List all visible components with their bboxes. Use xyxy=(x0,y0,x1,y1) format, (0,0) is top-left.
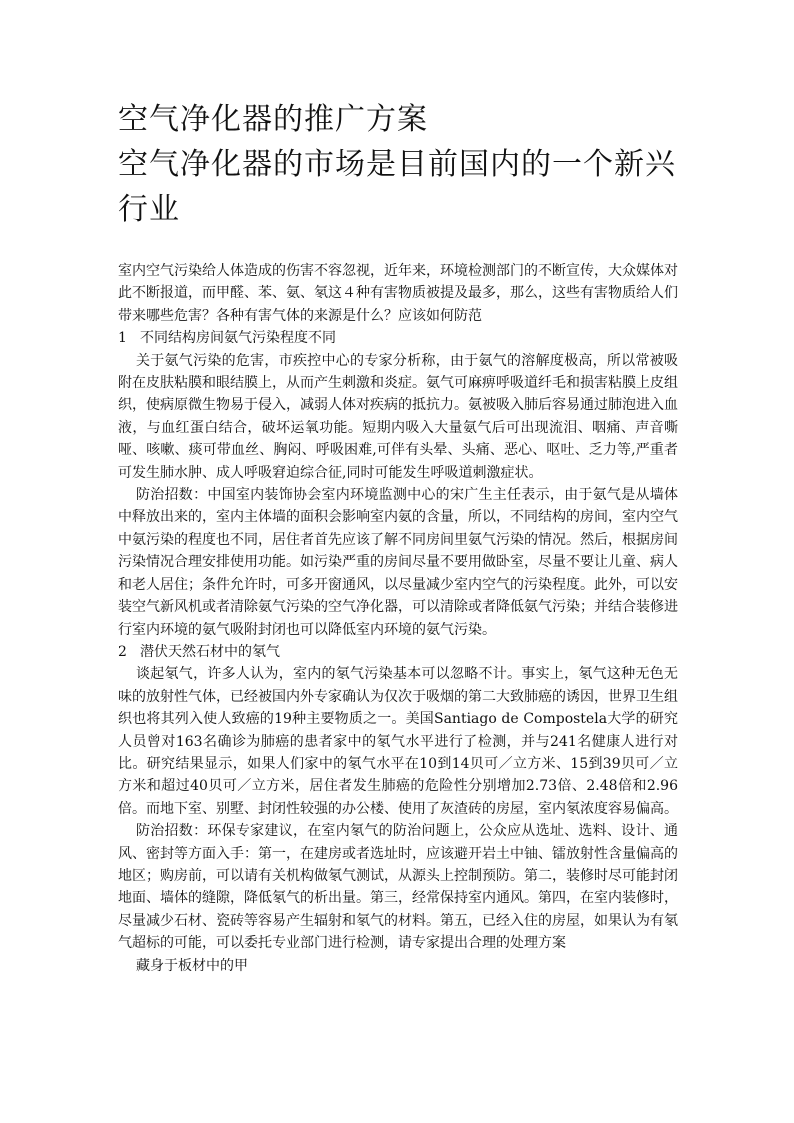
section-heading-2 xyxy=(118,641,678,663)
section-heading-1 xyxy=(118,327,678,349)
section-number: 1 xyxy=(118,330,127,347)
section1-paragraph-2: 防治招数：中国室内装饰协会室内环境监测中心的宋广生主任表示，由于氨气是从墙体中释放出来的，室内主体墙的面积会影响室内氨的含量，所以，不同结构的房间，室内空气中氨污染的程度也不同，居住者首先应该了解不同房间里氨气污染的情况。然后，根据房间污染情况合理安排使用功能。如污染严重的房间尽量不要用做卧室，尽量不要让儿童、病人和老人居住；条件允许时，可多开窗通风，以尽量减少室内空气的污染程度。此外，可以安装空气新风机或者清除氨气污染的空气净化器，可以清除或者降低氨气污染；并结合装修进行室内环境的氨气吸附封闭也可以降低室内环境的氨气污染。 xyxy=(118,487,678,638)
document-page xyxy=(118,97,678,977)
section-number: 2 xyxy=(118,643,127,660)
intro-paragraph: 室内空气污染给人体造成的伤害不容忽视，近年来，环境检测部门的不断宣传，大众媒体对此不断报道，而甲醛、苯、氨、氡这４种有害物质被提及最多，那么，这些有害物质给人们带来哪些危害？各种有害气体的来源是什么？应该如何防范 xyxy=(118,263,678,324)
document-subtitle: 空气净化器的市场是目前国内的一个新兴行业 xyxy=(118,147,676,227)
section-heading-text: 不同结构房间氨气污染程度不同 xyxy=(140,330,336,347)
section-heading-text: 潜伏天然石材中的氡气 xyxy=(140,643,280,660)
document-title: 空气净化器的推广方案 xyxy=(118,102,428,137)
section2-paragraph-2: 防治招数：环保专家建议，在室内氡气的防治问题上，公众应从选址、选料、设计、通风、密封等方面入手：第一，在建房或者选址时，应该避开岩土中铀、镭放射性含量偏高的地区；购房前，可以请有关机构做氡气测试，从源头上控制预防。第二，装修时尽可能封闭地面、墙体的缝隙，降低氡气的析出量。第三，经常保持室内通风。第四，在室内装修时，尽量减少石材、瓷砖等容易产生辐射和氡气的材料。第五，已经入住的房屋，如果认为有氡气超标的可能，可以委托专业部门进行检测，请专家提出合理的处理方案 xyxy=(118,823,678,952)
section1-paragraph-1: 关于氨气污染的危害，市疾控中心的专家分析称，由于氨气的溶解度极高，所以常被吸附在皮肤粘膜和眼结膜上，从而产生刺激和炎症。氨气可麻痹呼吸道纤毛和损害粘膜上皮组织，使病原微生物易于侵入，减弱人体对疾病的抵抗力。氨被吸入肺后容易通过肺泡进入血液，与血红蛋白结合，破坏运氧功能。短期内吸入大量氨气后可出现流泪、咽痛、声音嘶哑、咳嗽、痰可带血丝、胸闷、呼吸困难,可伴有头晕、头痛、恶心、呕吐、乏力等,严重者可发生肺水肿、成人呼吸窘迫综合征,同时可能发生呼吸道刺激症状。 xyxy=(118,352,678,481)
trailing-heading: 藏身于板材中的甲 xyxy=(136,957,248,974)
title-block xyxy=(118,97,678,232)
section2-paragraph-1: 谈起氡气，许多人认为，室内的氡气污染基本可以忽略不计。事实上，氡气这种无色无味的放射性气体，已经被国内外专家确认为仅次于吸烟的第二大致肺癌的诱因，世界卫生组织也将其列入使人致癌的19种主要物质之一。美国Santiago de Compostela大学的研究人员曾对163名确诊为肺癌的患者家中的氡气水平进行了检测，并与241名健康人进行对比。研究结果显示，如果人们家中的氡气水平在10到14贝可／立方米、15到39贝可／立方米和超过40贝可／立方米，居住者发生肺癌的危险性分别增加2.73倍、2.48倍和2.96倍。而地下室、别墅、封闭性较强的办公楼、使用了灰渣砖的房屋，室内氡浓度容易偏高。 xyxy=(118,666,678,817)
